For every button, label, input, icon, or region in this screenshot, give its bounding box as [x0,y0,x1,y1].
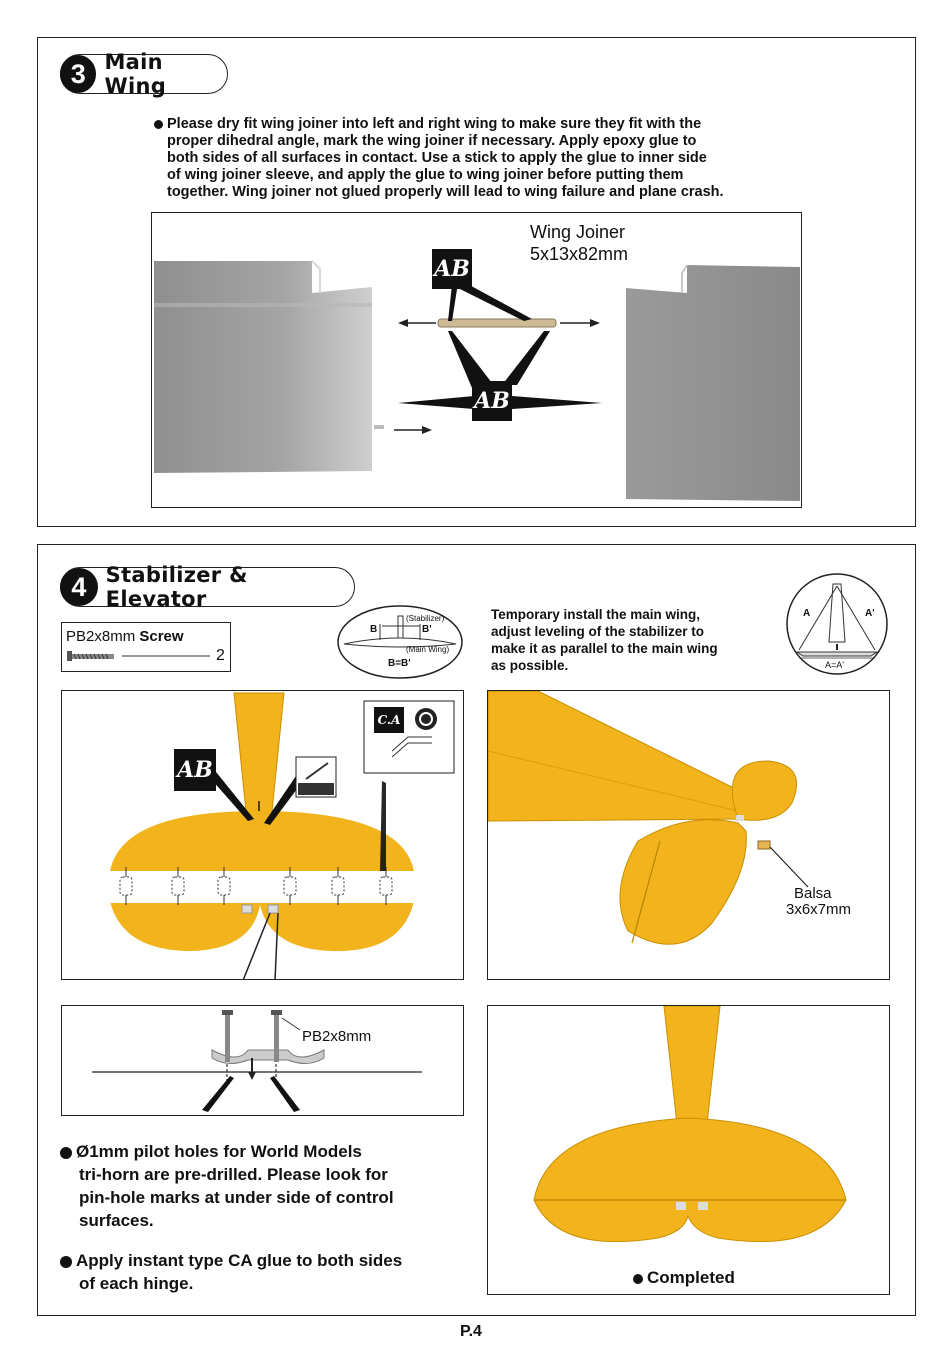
wing-joiner-illustration [152,213,802,508]
note1-line-1: Ø1mm pilot holes for World Models [76,1142,362,1161]
step3-title: Main Wing [104,50,167,98]
screw-detail-label: PB2x8mm [302,1028,372,1045]
balsa-block-box [487,690,890,980]
balsa-label-size: 3x6x7mm [786,901,852,918]
level-b-label: B [370,624,378,635]
balsa-block-illustration [488,691,890,980]
angle-a-prime-label: A' [865,608,875,619]
balsa-label-name: Balsa [794,885,832,902]
step3-header [60,50,228,98]
note1-line-3: pin-hole marks at under side of control [79,1188,394,1207]
step4-header [60,563,355,611]
step3-number: 3 [60,55,96,93]
screw-icon [62,623,231,672]
completed-box [487,1005,890,1295]
step3-line-1: Please dry fit wing joiner into left and right wing to make sure they fit with the [167,116,702,132]
step4-number: 4 [60,568,98,606]
level-b-prime-label: B' [422,624,432,635]
level-stabilizer-label: (Stabilizer) [406,614,445,623]
leveling-line-2: adjust leveling of the stabilizer to [491,624,705,639]
hinge-topview-illustration [62,691,464,980]
leveling-line-1: Temporary install the main wing, [491,607,701,622]
page-number: P.4 [460,1323,482,1340]
leveling-line-3: make it as parallel to the main wing [491,641,718,656]
screw-detail-box [61,1005,464,1116]
angle-a-label: A [803,608,811,619]
step3-line-3: both sides of all surfaces in contact. Use a stick to apply the glue to inner side [167,150,707,166]
level-equation: B=B' [388,658,411,669]
step3-line-5: together. Wing joiner not glued properly will lead to wing failure and plane crash. [167,184,724,200]
screw-spec-size: PB2x8mm [66,628,136,645]
ab-glue-badge-bottom: AB [472,381,512,421]
ca-glue-badge: C.A [374,707,404,733]
level-diagram-shape [336,604,466,684]
screw-detail-illustration [62,1006,464,1116]
stabilizer-level-diagram [336,604,466,684]
bullet-icon [60,1147,72,1159]
level-main-wing-label: (Main Wing) [406,645,450,654]
leveling-line-4: as possible. [491,658,569,673]
joiner-label-name: Wing Joiner [530,222,626,242]
step4-title: Stabilizer & Elevator [105,563,248,611]
screw-qty: 2 [216,647,225,664]
bullet-icon [154,120,163,129]
note1-line-4: surfaces. [79,1211,154,1230]
hinge-topview-box [61,690,464,980]
completed-caption [633,1268,735,1288]
completed-label: Completed [647,1268,735,1287]
angle-check-diagram [785,572,890,677]
screw-spec-box [61,622,231,672]
note1-line-2: tri-horn are pre-drilled. Please look for [79,1165,388,1184]
screw-spec-word: Screw [139,628,184,645]
ab-glue-badge-top: AB [432,249,472,289]
note2-line-1: Apply instant type CA glue to both sides [76,1251,403,1270]
bullet-icon [60,1256,72,1268]
bullet-icon [633,1274,643,1284]
note2-line-2: of each hinge. [79,1274,194,1293]
angle-equation: A=A' [825,660,844,670]
ab-glue-badge-fin: AB [174,749,216,791]
step3-line-2: proper dihedral angle, mark the wing joiner if necessary. Apply epoxy glue to [167,133,697,149]
step3-illustration [151,212,802,508]
joiner-label-size: 5x13x82mm [530,244,629,264]
step3-line-4: of wing joiner sleeve, and apply the glue to wing joiner before putting them [167,167,684,183]
completed-tail-illustration [488,1006,890,1295]
